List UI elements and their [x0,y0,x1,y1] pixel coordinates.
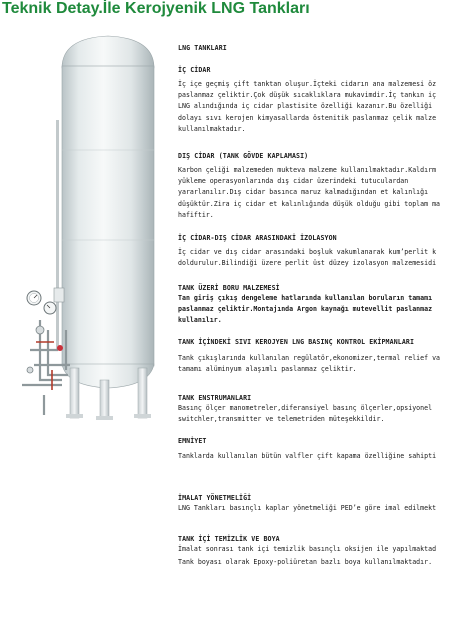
section-heading: İÇ CİDAR-DIŞ CİDAR ARASINDAKİ İZOLASYON [178,234,337,242]
text-line: İç cidar ve dış cidar arasındaki boşluk vakumlanarak kum’perlit k [178,248,437,256]
section-heading: TANK İÇİ TEMİZLİK VE BOYA [178,535,280,543]
section-cleaning-paint [178,535,450,568]
lng-tank-image [0,30,175,420]
section-pipe-material [178,284,450,327]
section-heading: DIŞ CİDAR (TANK GÖVDE KAPLAMASI) [178,152,309,160]
text-line: LNG Tankları basınçlı kaplar yönetmeliği PED’e göre imal edilmekt [178,504,437,512]
text-line: yararlanılır.Dış cidar basınca maruz kalmadığından et kalınlığı [178,188,429,197]
text-line: yükleme operasyonlarında dış cidar üzerindeki tutuculardan [178,177,409,186]
text-line: Tank çıkışlarında kullanılan regülatör,ekonomizer,termal relief va [178,354,441,362]
section-pressure-control [178,338,450,375]
text-line: paslanmaz çeliktir.Montajında Argon kaynağı mutevellit paslanmaz [178,305,433,314]
section-instruments [178,394,450,425]
text-line: düşüktür.Zira iç cidar et kalınlığında düşük olduğu gibi toplam ma [178,199,441,208]
text-line: İmalat sonrası tank içi temizlik basınçlı oksijen ile yapılmaktad [178,545,437,553]
section-inner-wall [178,66,450,135]
section-heading: TANK İÇİNDEKİ SIVI KEROJYEN LNG BASINÇ KONTROL EKİPMANLARI [178,338,415,346]
section-heading: TANK ENSTRUMANLARI [178,394,252,402]
text-line: paslanmaz çeliktir.Çok düşük sıcaklıklara mukavimdir.İç tankın iç [178,91,437,100]
text-line: tamamı alüminyum alaşımlı paslanmaz çeliktir. [178,365,357,374]
text-line: İç içe geçmiş çift tanktan oluşur.İçteki cidarın ana malzemesi öz [178,80,437,88]
text-line: Tanklarda kullanılan bütün valfler çift kapama özelliğine sahipti [178,452,437,460]
text-line: Karbon çeliği malzemeden mukteva malzeme kullanılmaktadır.Kaldırm [178,166,437,174]
spec-text [178,44,450,622]
text-line: LNG alındığında iç cidar plastisite özelliği kazanır.Bu özelliği [178,102,433,111]
section-manufacturing-regulation [178,494,450,514]
section-insulation [178,234,450,269]
text-line: hafiftir. [178,210,214,219]
section-heading: EMNİYET [178,437,207,445]
section-outer-wall [178,152,450,221]
text-line: dolayı sıvı kerojen kimyasallarda östenitik paslanmaz çelik malze [178,113,437,122]
section-heading: LNG TANKLARI [178,44,227,52]
section-lng-tanks [178,44,450,53]
text-line: switchler,transmitter ve telemetriden müteşekkildir. [178,415,385,424]
text-line: kullanılmaktadır. [178,124,246,133]
text-line: Tank boyası olarak Epoxy-poliüretan bazlı boya kullanılmaktadır. [178,558,433,567]
text-line: Tan giriş çıkış dengeleme hatlarında kullanılan boruların tamamı [178,294,433,302]
page-title: Teknik Detay.İle Kerojyenik LNG Tankları [2,0,310,17]
section-safety [178,437,450,462]
section-heading: İMALAT YÖNETMELİĞİ [178,494,252,502]
text-line: kullanılır. [178,316,222,325]
text-line: Basınç ölçer manometreler,diferansiyel basınç ölçerler,opsiyonel [178,404,433,412]
text-line: doldurulur.Bilindiği üzere perlit üst düzey izolasyon malzemesidi [178,259,437,268]
section-heading: TANK ÜZERİ BORU MALZEMESİ [178,284,280,292]
section-heading: İÇ CİDAR [178,66,211,74]
